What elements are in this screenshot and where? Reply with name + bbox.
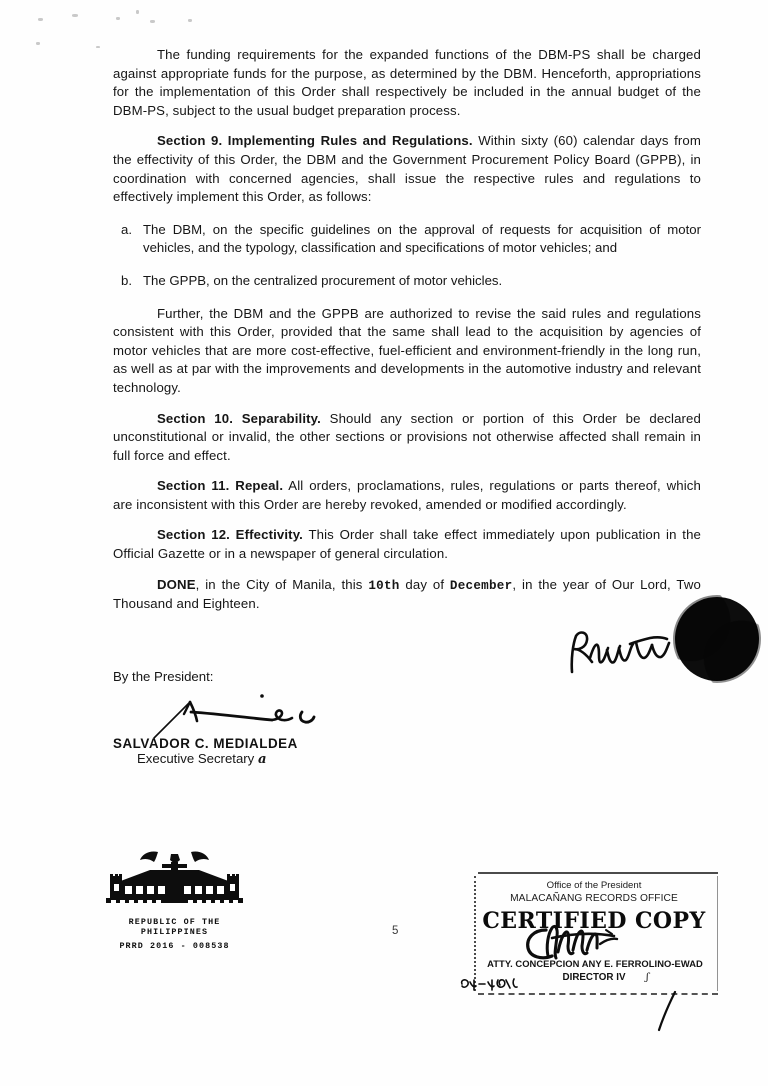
stamp-border-top: [478, 872, 718, 874]
handwritten-initial-mark: a: [257, 752, 267, 767]
scan-artifact: [36, 42, 40, 45]
section-10-text: Should any section or portion of this Order be declared unconstitutional or invalid, the other sections or provisions not otherwise affected shall remain in full force and effect.: [113, 410, 701, 463]
done-part-3: , in the year of Our Lord, Two Thousand and Eighteen.: [113, 576, 701, 612]
section-9-list: [113, 221, 701, 291]
scan-artifact: [150, 20, 155, 23]
stamp-office-line: Office of the President: [546, 880, 642, 891]
section-11: [113, 477, 701, 514]
paragraph-funding: The funding requirements for the expanded functions of the DBM-PS shall be charged against appropriate funds for the purpose, as determined by the DBM. Henceforth, appropriations for the implementation of this Order shall respectively be included in the annual budget of the DBM-PS, subject to the usual budget preparation process.: [113, 47, 701, 118]
done-part-2: day of: [399, 576, 450, 592]
emblem-caption-republic: REPUBLIC OF THE PHILIPPINES: [128, 917, 221, 937]
malacanang-palace-emblem: [92, 848, 257, 951]
stamp-pen-stroke: [655, 990, 679, 1032]
scan-artifact: [188, 19, 192, 22]
scan-artifact: [116, 17, 120, 20]
certified-copy-stamp: [470, 872, 718, 995]
signatory-name: SALVADOR C. MEDIALDEA: [113, 736, 298, 751]
scan-artifact: [72, 14, 78, 17]
section-10-heading: Section 10. Separability.: [157, 410, 321, 426]
records-officer-role: DIRECTOR IV: [562, 972, 626, 983]
scan-artifact: [38, 18, 43, 21]
done-lead: DONE: [157, 576, 196, 592]
signature-block: [113, 736, 433, 767]
section-10: [113, 410, 701, 466]
section-9: [113, 132, 701, 206]
paragraph-further: Further, the DBM and the GPPB are authorized to revise the said rules and regulations consistent with this Order, provided that the same shall lead to the acquisition by agencies of motor vehicles that are more cost-effective, fuel-efficient and environment-friendly in the long run, as well as at par with the improvements and developments in the automotive industry and relevant technology.: [113, 305, 701, 395]
list-item: [113, 272, 701, 291]
stamp-title: CERTIFIED COPY: [482, 908, 706, 934]
scan-artifact: [96, 46, 100, 48]
done-part-1: , in the City of Manila, this: [195, 576, 369, 592]
list-item: [113, 221, 701, 258]
document-body: [113, 46, 701, 626]
section-12-text: This Order shall take effect immediately upon publication in the Official Gazette or in a newspaper of general circulation.: [113, 527, 702, 562]
executive-secretary-signature-icon: [150, 690, 330, 740]
section-11-heading: Section 11. Repeal.: [157, 478, 284, 494]
list-item-text: The GPPB, on the centralized procurement of motor vehicles.: [143, 272, 503, 288]
section-11-text: All orders, proclamations, rules, regulations or parts thereof, which are inconsistent with this Order are hereby revoked, amended or modified accordingly.: [113, 478, 702, 512]
handwritten-date-annotation: [458, 976, 518, 994]
done-day-typed: 10th: [368, 578, 400, 593]
section-12-heading: Section 12. Effectivity.: [157, 527, 303, 543]
records-officer-name: ATTY. CONCEPCION ANY E. FERROLINO-EWAD: [487, 958, 703, 969]
done-clause: [113, 576, 701, 614]
section-9-heading: Section 9. Implementing Rules and Regulations.: [157, 133, 473, 149]
signatory-title: Executive Secretary a: [137, 751, 267, 767]
page-number: 5: [392, 925, 399, 937]
handwritten-flourish-mark: ʃ: [646, 972, 649, 983]
stamp-records-office-line: MALACAÑANG RECORDS OFFICE: [510, 893, 678, 904]
list-marker: a.: [121, 221, 132, 237]
scan-artifact: [136, 10, 139, 14]
ink-seal-blob: [676, 598, 758, 680]
president-signature-icon: [566, 628, 676, 676]
section-12: [113, 526, 701, 563]
done-month-typed: December: [449, 578, 513, 593]
emblem-caption-reference: PRRD 2016 - 008538: [119, 941, 230, 951]
list-item-text: The DBM, on the specific guidelines on the approval of requests for acquisition of motor vehicles, and the typology, classification and specifications of motor vehicles; and: [143, 221, 701, 256]
by-the-president-label: By the President:: [113, 669, 214, 684]
section-9-text: Within sixty (60) calendar days from the effectivity of this Order, the DBM and the Government Procurement Policy Board (GPPB), in coordination with concerned agencies, shall issue the respective rules and regulations to effectively implement this Order, as follows:: [113, 133, 702, 205]
list-marker: b.: [121, 272, 132, 288]
